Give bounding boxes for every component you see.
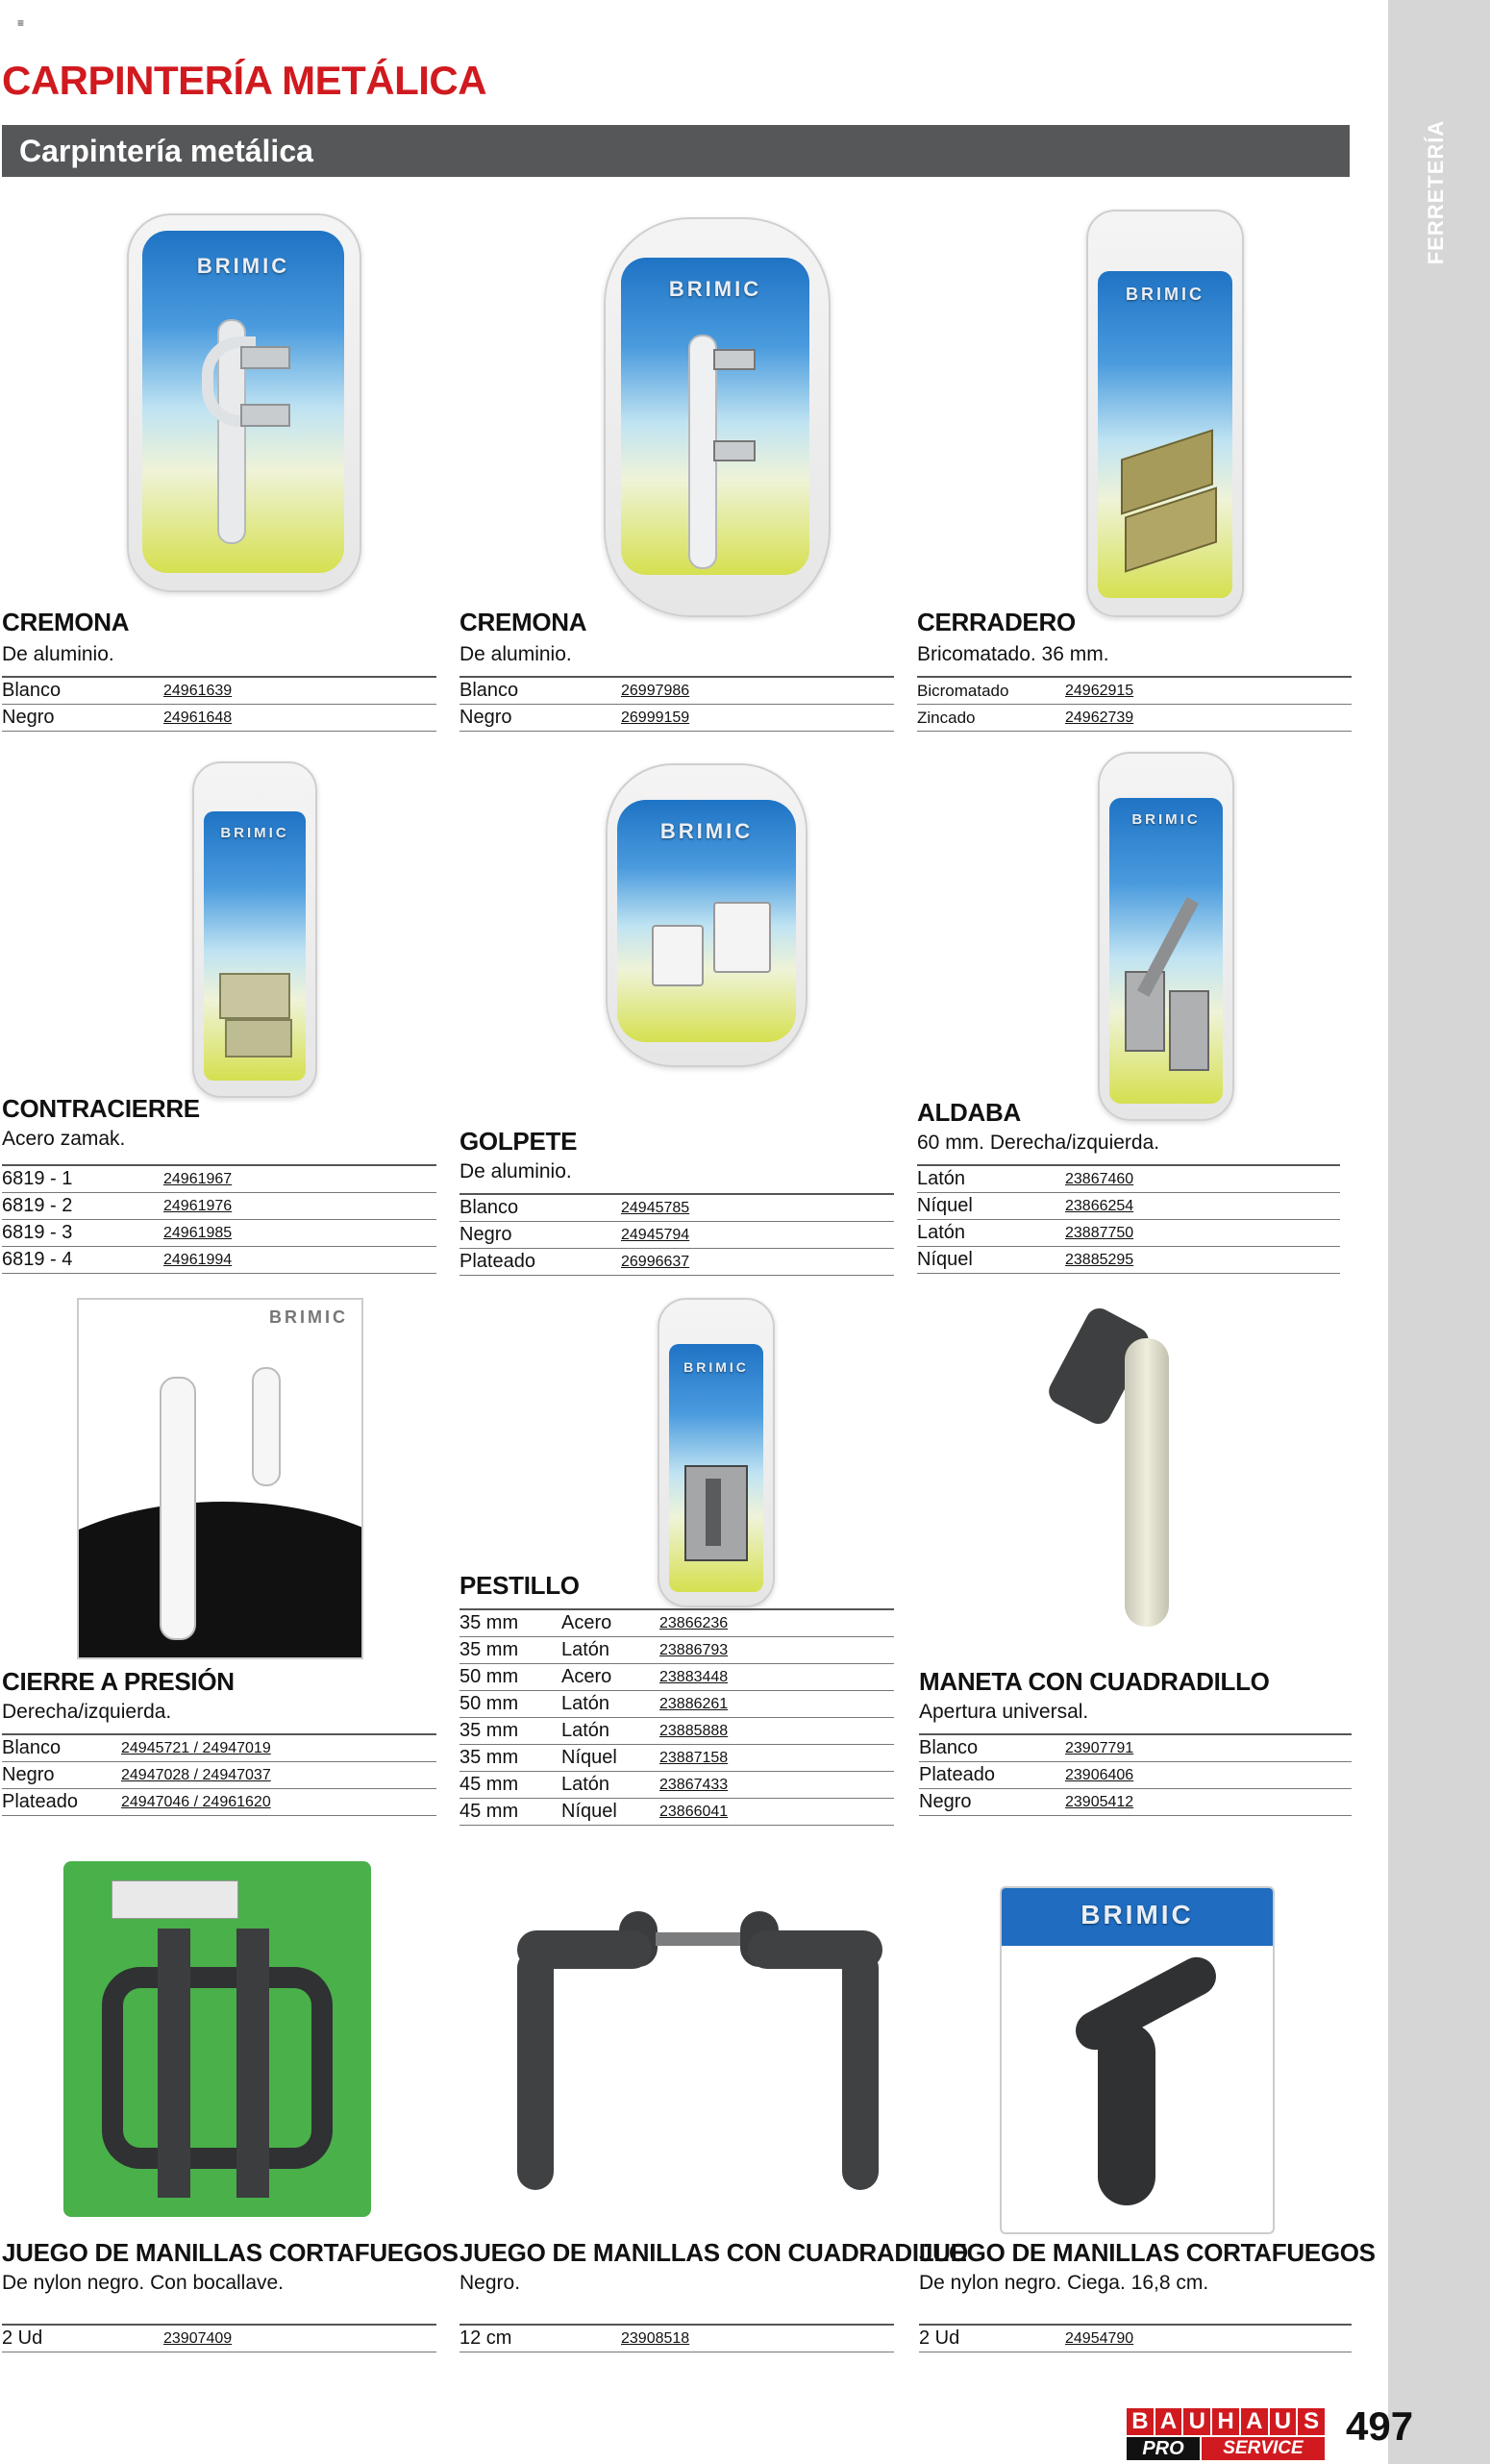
- table-row: [459, 1745, 894, 1772]
- logo-letter: B: [1127, 2408, 1154, 2435]
- product-code[interactable]: 23887750: [1065, 1225, 1134, 1241]
- table-row: [459, 1222, 894, 1249]
- package-card: [204, 811, 306, 1081]
- variant-table: [2, 676, 436, 732]
- variant-label: 6819 - 1: [2, 1168, 73, 1189]
- material-label: Níquel: [561, 1801, 617, 1822]
- table-row: [2, 2326, 436, 2352]
- product-code[interactable]: 23908518: [621, 2330, 690, 2347]
- logo-pro: PRO: [1127, 2437, 1200, 2460]
- product-code[interactable]: 24961967: [163, 1171, 233, 1187]
- spindle-shape: [656, 1932, 742, 1946]
- side-category-label: [1417, 119, 1455, 265]
- lever-left-shape: [517, 1950, 554, 2190]
- variant-label: Negro: [459, 1224, 512, 1245]
- variant-label: Plateado: [919, 1764, 995, 1785]
- logo-letter: A: [1155, 2408, 1182, 2435]
- bracket-shape: [240, 346, 290, 369]
- product-description: De aluminio.: [2, 643, 114, 665]
- table-row: [919, 1762, 1352, 1789]
- product-code[interactable]: 24961639: [163, 683, 233, 699]
- product-description: Bricomatado. 36 mm.: [917, 643, 1109, 665]
- variant-label: 6819 - 2: [2, 1195, 73, 1216]
- product-description: De aluminio.: [459, 643, 572, 665]
- size-label: 35 mm: [459, 1747, 519, 1768]
- swoosh-shape: [77, 1502, 363, 1659]
- product-code[interactable]: 23866236: [659, 1615, 729, 1631]
- variant-label: Latón: [917, 1222, 966, 1243]
- product-cremona-1: [2, 608, 436, 732]
- variant-label: Blanco: [459, 1197, 519, 1218]
- variant-label: Níquel: [917, 1249, 973, 1270]
- juego-cortafuegos-package-image: [1000, 1886, 1275, 2234]
- product-contracierre: [2, 1094, 436, 1274]
- product-aldaba: [917, 1098, 1340, 1274]
- product-title: CREMONA: [2, 608, 130, 636]
- product-code[interactable]: 24961994: [163, 1252, 233, 1268]
- brand-logo: BRIMIC: [220, 825, 289, 841]
- bolt-shape: [706, 1479, 721, 1546]
- material-label: Latón: [561, 1693, 610, 1714]
- product-code[interactable]: 23885295: [1065, 1252, 1134, 1268]
- product-title: MANETA CON CUADRADILLO: [919, 1667, 1270, 1696]
- table-row: [917, 1193, 1340, 1220]
- package-card: [142, 231, 344, 573]
- variant-label: Latón: [917, 1168, 966, 1189]
- table-row: [459, 1249, 894, 1276]
- product-code[interactable]: 26996637: [621, 1254, 690, 1270]
- product-title: JUEGO DE MANILLAS CORTAFUEGOS: [2, 2238, 459, 2267]
- package-card: [617, 800, 796, 1042]
- product-code[interactable]: 23886793: [659, 1642, 729, 1658]
- table-row: [2, 678, 436, 705]
- table-row: [459, 705, 894, 732]
- brand-logo: BRIMIC: [683, 1359, 749, 1375]
- section-header: Carpintería metálica: [2, 125, 1350, 177]
- product-code[interactable]: 23887158: [659, 1750, 729, 1766]
- table-row: [459, 1718, 894, 1745]
- product-title: CONTRACIERRE: [2, 1094, 200, 1123]
- product-code[interactable]: 23866041: [659, 1804, 729, 1820]
- product-code[interactable]: 24947028 / 24947037: [121, 1767, 271, 1783]
- product-code[interactable]: 24962915: [1065, 683, 1134, 699]
- product-code[interactable]: 24962739: [1065, 709, 1134, 726]
- table-row: [2, 1762, 436, 1789]
- variant-label: Negro: [919, 1791, 972, 1812]
- package-card: [669, 1344, 763, 1592]
- logo-letter: U: [1183, 2408, 1210, 2435]
- brand-logo: BRIMIC: [659, 819, 754, 843]
- product-code[interactable]: 24961985: [163, 1225, 233, 1241]
- material-label: Latón: [561, 1774, 610, 1795]
- variant-table: [919, 2324, 1352, 2352]
- product-code[interactable]: 24945785: [621, 1200, 690, 1216]
- lever-right-shape: [842, 1950, 879, 2190]
- package-card: [1098, 271, 1232, 598]
- table-row: [917, 678, 1352, 705]
- plate-shape: [236, 1929, 269, 2198]
- product-golpete: [459, 1127, 894, 1276]
- table-row: [917, 1220, 1340, 1247]
- table-row: [2, 705, 436, 732]
- product-code[interactable]: 23906406: [1065, 1767, 1134, 1783]
- page-title: CARPINTERÍA METÁLICA: [2, 58, 487, 103]
- size-label: 45 mm: [459, 1801, 519, 1822]
- fire-plate-shape: [1098, 2023, 1155, 2205]
- brand-logo: BRIMIC: [1080, 1900, 1194, 1929]
- product-title: CERRADERO: [917, 608, 1076, 636]
- brand-logo: BRIMIC: [1131, 811, 1201, 828]
- keeper-shape: [219, 973, 290, 1019]
- bracket-shape: [240, 404, 290, 427]
- catch-shape: [652, 925, 704, 986]
- product-code[interactable]: 23907791: [1065, 1740, 1134, 1756]
- product-code[interactable]: 24945721 / 24947019: [121, 1740, 271, 1756]
- logo-letter: U: [1270, 2408, 1297, 2435]
- variant-table: [2, 1733, 436, 1816]
- variant-table: [459, 1608, 894, 1826]
- size-label: 35 mm: [459, 1612, 519, 1633]
- bracket-shape: [713, 349, 756, 370]
- product-title: PESTILLO: [459, 1571, 580, 1600]
- variant-label: Negro: [2, 1764, 55, 1785]
- table-row: [459, 1637, 894, 1664]
- table-row: [2, 1789, 436, 1816]
- variant-table: [459, 2324, 894, 2352]
- table-row: [919, 1789, 1352, 1816]
- product-code[interactable]: 26999159: [621, 709, 690, 726]
- product-juego-cortafuegos-2: [919, 2238, 1376, 2352]
- brand-logo: BRIMIC: [1126, 285, 1204, 304]
- logo-service: SERVICE: [1202, 2437, 1325, 2460]
- pestillo-package-image: [658, 1298, 775, 1607]
- logo-wordmark: [1127, 2408, 1325, 2435]
- maneta-image: [1057, 1300, 1211, 1646]
- material-label: Latón: [561, 1720, 610, 1741]
- product-cierre-a-presion: [2, 1667, 436, 1816]
- cremona-package-image: [604, 217, 831, 617]
- bauhaus-logo: [1127, 2408, 1325, 2460]
- package-card: [621, 258, 809, 575]
- plate-shape: [158, 1929, 190, 2198]
- variant-label: Blanco: [2, 1737, 62, 1758]
- product-code[interactable]: 23867433: [659, 1777, 729, 1793]
- product-title: ALDABA: [917, 1098, 1021, 1127]
- product-code[interactable]: 24961976: [163, 1198, 233, 1214]
- page-number: 497: [1346, 2403, 1414, 2449]
- table-row: [919, 1735, 1352, 1762]
- product-code[interactable]: 23883448: [659, 1669, 729, 1685]
- variant-table: [2, 2324, 436, 2352]
- variant-table: [917, 1164, 1340, 1274]
- cremona-package-image: [127, 213, 361, 592]
- hasp-plate-shape: [1169, 990, 1209, 1071]
- package-card: [1109, 798, 1223, 1104]
- logo-subline: [1127, 2437, 1325, 2460]
- table-row: [459, 1195, 894, 1222]
- variant-label: Negro: [2, 707, 55, 728]
- product-code[interactable]: 23907409: [163, 2330, 233, 2347]
- brand-logo: BRIMIC: [196, 254, 290, 278]
- product-description: De nylon negro. Ciega. 16,8 cm.: [919, 2272, 1209, 2294]
- product-title: CREMONA: [459, 608, 587, 636]
- product-description: De nylon negro. Con bocallave.: [2, 2272, 285, 2294]
- product-description: Derecha/izquierda.: [2, 1701, 172, 1723]
- side-category-text: FERRETERÍA: [1424, 119, 1448, 265]
- product-description: De aluminio.: [459, 1160, 572, 1182]
- product-cremona-2: [459, 608, 894, 732]
- variant-label: Plateado: [459, 1251, 535, 1272]
- table-row: [917, 705, 1352, 732]
- brand-logo: BRIMIC: [269, 1307, 348, 1327]
- table-row: [2, 1166, 436, 1193]
- product-description: Acero zamak.: [2, 1128, 126, 1150]
- product-title: JUEGO DE MANILLAS CON CUADRADILLO: [459, 2238, 968, 2267]
- variant-label: 12 cm: [459, 2327, 512, 2349]
- size-label: 35 mm: [459, 1639, 519, 1660]
- table-row: [917, 1247, 1340, 1274]
- variant-label: 2 Ud: [2, 2327, 43, 2349]
- variant-table: [459, 1193, 894, 1276]
- variant-label: Plateado: [2, 1791, 78, 1812]
- size-label: 45 mm: [459, 1774, 519, 1795]
- product-code[interactable]: 24954790: [1065, 2330, 1134, 2347]
- variant-label: Blanco: [919, 1737, 979, 1758]
- product-code[interactable]: 26997986: [621, 683, 690, 699]
- table-row: [917, 1166, 1340, 1193]
- variant-table: [917, 676, 1352, 732]
- size-label: 50 mm: [459, 1693, 519, 1714]
- contracierre-package-image: [192, 761, 317, 1098]
- variant-label: 6819 - 4: [2, 1249, 73, 1270]
- table-row: [459, 678, 894, 705]
- table-row: [2, 1735, 436, 1762]
- table-row: [2, 1220, 436, 1247]
- product-maneta: [919, 1667, 1352, 1816]
- product-code[interactable]: 23905412: [1065, 1794, 1134, 1810]
- product-cerradero: [917, 608, 1352, 732]
- handle-shape: [160, 1377, 196, 1640]
- catch-shape: [713, 902, 771, 973]
- product-code[interactable]: 23866254: [1065, 1198, 1134, 1214]
- juego-cortafuegos-package-image: [63, 1861, 371, 2217]
- variant-table: [919, 1733, 1352, 1816]
- table-row: [459, 1664, 894, 1691]
- product-code[interactable]: 24945794: [621, 1227, 690, 1243]
- label-strip: [112, 1880, 238, 1919]
- product-code[interactable]: 24947046 / 24961620: [121, 1794, 271, 1810]
- hasp-arm-shape: [1137, 897, 1199, 997]
- size-label: 35 mm: [459, 1720, 519, 1741]
- product-code[interactable]: 24961648: [163, 709, 233, 726]
- brand-logo: BRIMIC: [668, 277, 762, 301]
- table-row: [919, 2326, 1352, 2352]
- product-description: Apertura universal.: [919, 1701, 1089, 1723]
- menu-icon[interactable]: ≡: [17, 16, 25, 30]
- aldaba-package-image: [1098, 752, 1234, 1121]
- variant-table: [2, 1164, 436, 1274]
- material-label: Níquel: [561, 1747, 617, 1768]
- handle-cap: [252, 1367, 281, 1486]
- logo-letter: A: [1241, 2408, 1268, 2435]
- table-row: [2, 1247, 436, 1274]
- material-label: Latón: [561, 1639, 610, 1660]
- table-row: [459, 1772, 894, 1799]
- table-row: [459, 2326, 894, 2352]
- material-label: Acero: [561, 1612, 612, 1633]
- variant-label: Zincado: [917, 709, 976, 727]
- product-code[interactable]: 23886261: [659, 1696, 729, 1712]
- cerradero-package-image: [1086, 210, 1244, 617]
- table-row: [2, 1193, 436, 1220]
- table-row: [459, 1610, 894, 1637]
- logo-letter: S: [1298, 2408, 1325, 2435]
- product-description: Negro.: [459, 2272, 521, 2294]
- variant-label: Níquel: [917, 1195, 973, 1216]
- product-juego-cortafuegos-1: [2, 2238, 459, 2352]
- table-row: [459, 1799, 894, 1826]
- product-pestillo: [459, 1571, 894, 1826]
- size-label: 50 mm: [459, 1666, 519, 1687]
- table-row: [459, 1691, 894, 1718]
- variant-label: Bicromatado: [917, 682, 1009, 700]
- logo-letter: H: [1212, 2408, 1239, 2435]
- cierre-package-image: [77, 1298, 363, 1659]
- juego-cuadradillo-image: [513, 1911, 879, 2209]
- variant-label: Blanco: [459, 680, 519, 701]
- variant-label: Blanco: [2, 680, 62, 701]
- product-code[interactable]: 23885888: [659, 1723, 729, 1739]
- bracket-shape: [713, 440, 756, 461]
- variant-label: Negro: [459, 707, 512, 728]
- product-title: CIERRE A PRESIÓN: [2, 1667, 235, 1696]
- handle-loop-shape: [102, 1967, 333, 2169]
- keeper-shape: [225, 1019, 292, 1058]
- variant-label: 2 Ud: [919, 2327, 960, 2349]
- golpete-package-image: [606, 763, 807, 1067]
- product-title: JUEGO DE MANILLAS CORTAFUEGOS: [919, 2238, 1376, 2267]
- variant-table: [459, 676, 894, 732]
- material-label: Acero: [561, 1666, 612, 1687]
- product-description: 60 mm. Derecha/izquierda.: [917, 1132, 1160, 1154]
- variant-label: 6819 - 3: [2, 1222, 73, 1243]
- side-category-band: [1388, 0, 1490, 2464]
- product-title: GOLPETE: [459, 1127, 578, 1156]
- handle-shape: [1125, 1338, 1169, 1627]
- product-code[interactable]: 23867460: [1065, 1171, 1134, 1187]
